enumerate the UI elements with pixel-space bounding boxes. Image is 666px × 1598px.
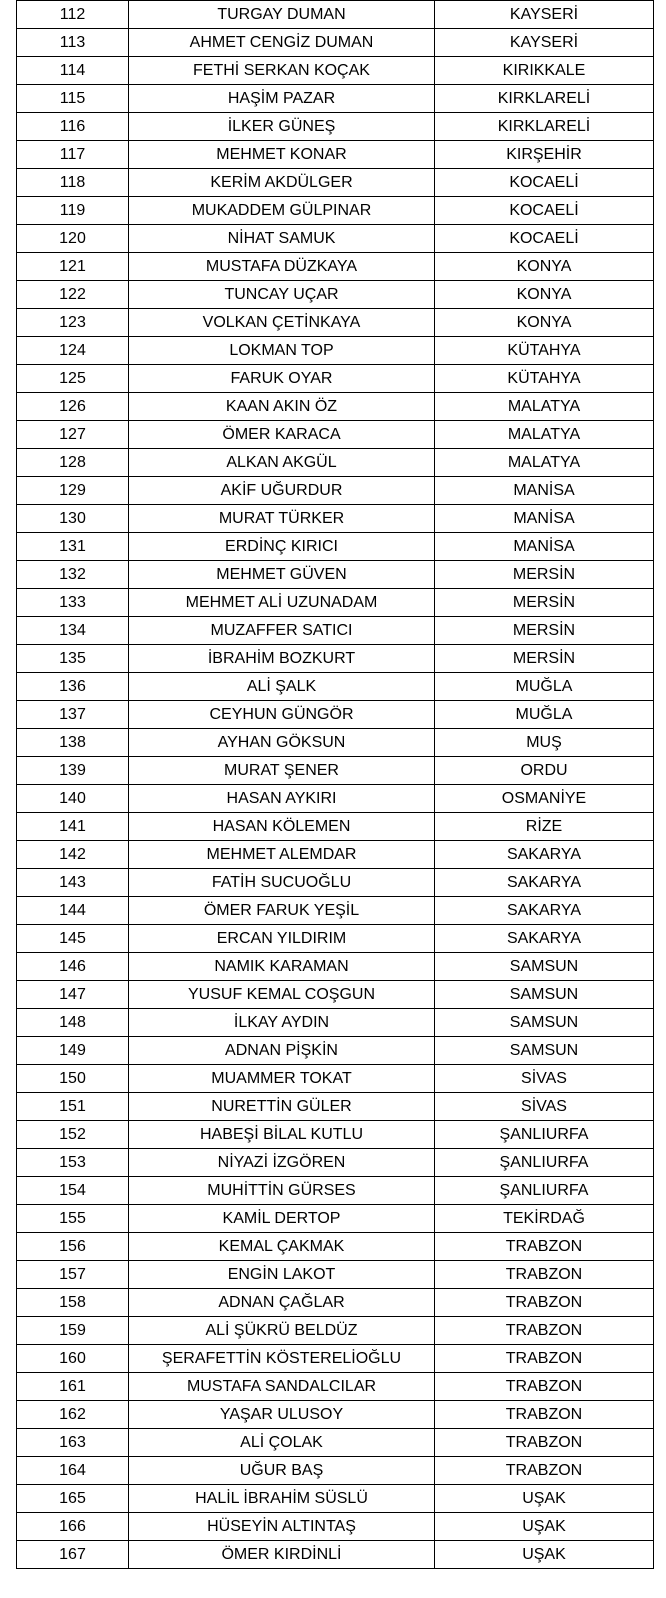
table-row	[17, 897, 654, 925]
name-cell: NURETTİN GÜLER	[129, 1093, 435, 1121]
city-cell: TRABZON	[435, 1429, 654, 1457]
name-cell: ADNAN PİŞKİN	[129, 1037, 435, 1065]
row-number-cell: 154	[17, 1177, 129, 1205]
name-cell: AYHAN GÖKSUN	[129, 729, 435, 757]
city-cell: MUĞLA	[435, 673, 654, 701]
row-number-cell: 116	[17, 113, 129, 141]
table-row	[17, 197, 654, 225]
city-cell: MALATYA	[435, 449, 654, 477]
row-number-cell: 163	[17, 1429, 129, 1457]
name-cell: VOLKAN ÇETİNKAYA	[129, 309, 435, 337]
name-cell: CEYHUN GÜNGÖR	[129, 701, 435, 729]
city-cell: SİVAS	[435, 1065, 654, 1093]
table-row	[17, 85, 654, 113]
city-cell: KAYSERİ	[435, 1, 654, 29]
row-number-cell: 124	[17, 337, 129, 365]
row-number-cell: 152	[17, 1121, 129, 1149]
row-number-cell: 142	[17, 841, 129, 869]
row-number-cell: 114	[17, 57, 129, 85]
city-cell: MUŞ	[435, 729, 654, 757]
row-number-cell: 118	[17, 169, 129, 197]
city-cell: TRABZON	[435, 1261, 654, 1289]
city-cell: TRABZON	[435, 1317, 654, 1345]
table-row	[17, 785, 654, 813]
city-cell: KIRŞEHİR	[435, 141, 654, 169]
city-cell: KONYA	[435, 309, 654, 337]
name-cell: LOKMAN TOP	[129, 337, 435, 365]
city-cell: KÜTAHYA	[435, 337, 654, 365]
name-cell: İLKER GÜNEŞ	[129, 113, 435, 141]
row-number-cell: 161	[17, 1373, 129, 1401]
table-row	[17, 29, 654, 57]
table-row	[17, 925, 654, 953]
name-cell: ALKAN AKGÜL	[129, 449, 435, 477]
table-row	[17, 1037, 654, 1065]
row-number-cell: 138	[17, 729, 129, 757]
name-cell: MURAT TÜRKER	[129, 505, 435, 533]
row-number-cell: 167	[17, 1541, 129, 1569]
name-cell: MUSTAFA SANDALCILAR	[129, 1373, 435, 1401]
row-number-cell: 112	[17, 1, 129, 29]
table-row	[17, 1149, 654, 1177]
row-number-cell: 157	[17, 1261, 129, 1289]
table-row	[17, 645, 654, 673]
row-number-cell: 115	[17, 85, 129, 113]
table-row	[17, 533, 654, 561]
city-cell: MALATYA	[435, 393, 654, 421]
row-number-cell: 129	[17, 477, 129, 505]
city-cell: SAKARYA	[435, 897, 654, 925]
row-number-cell: 144	[17, 897, 129, 925]
city-cell: UŞAK	[435, 1541, 654, 1569]
name-cell: ERDİNÇ KIRICI	[129, 533, 435, 561]
row-number-cell: 155	[17, 1205, 129, 1233]
table-row	[17, 701, 654, 729]
city-cell: MANİSA	[435, 533, 654, 561]
name-cell: FETHİ SERKAN KOÇAK	[129, 57, 435, 85]
city-cell: KIRKLARELİ	[435, 113, 654, 141]
row-number-cell: 166	[17, 1513, 129, 1541]
table-row	[17, 757, 654, 785]
table-row	[17, 309, 654, 337]
name-cell: KERİM AKDÜLGER	[129, 169, 435, 197]
table-row	[17, 225, 654, 253]
table-row	[17, 365, 654, 393]
name-cell: YAŞAR ULUSOY	[129, 1401, 435, 1429]
row-number-cell: 121	[17, 253, 129, 281]
row-number-cell: 133	[17, 589, 129, 617]
city-cell: TRABZON	[435, 1289, 654, 1317]
table-row	[17, 561, 654, 589]
row-number-cell: 158	[17, 1289, 129, 1317]
row-number-cell: 125	[17, 365, 129, 393]
name-cell: MEHMET KONAR	[129, 141, 435, 169]
name-cell: HAŞİM PAZAR	[129, 85, 435, 113]
row-number-cell: 146	[17, 953, 129, 981]
name-cell: ÖMER FARUK YEŞİL	[129, 897, 435, 925]
row-number-cell: 128	[17, 449, 129, 477]
row-number-cell: 143	[17, 869, 129, 897]
name-cell: ÖMER KIRDİNLİ	[129, 1541, 435, 1569]
row-number-cell: 148	[17, 1009, 129, 1037]
name-cell: HÜSEYİN ALTINTAŞ	[129, 1513, 435, 1541]
table-row	[17, 617, 654, 645]
city-cell: KOCAELİ	[435, 225, 654, 253]
row-number-cell: 153	[17, 1149, 129, 1177]
row-number-cell: 130	[17, 505, 129, 533]
city-cell: KÜTAHYA	[435, 365, 654, 393]
name-cell: HALİL İBRAHİM SÜSLÜ	[129, 1485, 435, 1513]
row-number-cell: 162	[17, 1401, 129, 1429]
table-row	[17, 1485, 654, 1513]
city-cell: TRABZON	[435, 1373, 654, 1401]
table-row	[17, 953, 654, 981]
table-row	[17, 1317, 654, 1345]
row-number-cell: 132	[17, 561, 129, 589]
city-cell: SAKARYA	[435, 841, 654, 869]
table-row	[17, 421, 654, 449]
city-cell: OSMANİYE	[435, 785, 654, 813]
city-cell: UŞAK	[435, 1485, 654, 1513]
name-cell: NİHAT SAMUK	[129, 225, 435, 253]
row-number-cell: 149	[17, 1037, 129, 1065]
name-cell: MUKADDEM GÜLPINAR	[129, 197, 435, 225]
name-cell: KAMİL DERTOP	[129, 1205, 435, 1233]
city-cell: KONYA	[435, 253, 654, 281]
row-number-cell: 117	[17, 141, 129, 169]
row-number-cell: 134	[17, 617, 129, 645]
table-row	[17, 1289, 654, 1317]
table-row	[17, 1457, 654, 1485]
table-row	[17, 169, 654, 197]
city-cell: MERSİN	[435, 589, 654, 617]
name-cell: İLKAY AYDIN	[129, 1009, 435, 1037]
city-cell: MERSİN	[435, 617, 654, 645]
row-number-cell: 160	[17, 1345, 129, 1373]
name-cell: KAAN AKIN ÖZ	[129, 393, 435, 421]
row-number-cell: 123	[17, 309, 129, 337]
city-cell: KIRIKKALE	[435, 57, 654, 85]
table-row	[17, 673, 654, 701]
city-cell: TRABZON	[435, 1233, 654, 1261]
city-cell: TRABZON	[435, 1345, 654, 1373]
name-cell: AHMET CENGİZ DUMAN	[129, 29, 435, 57]
name-cell: HASAN KÖLEMEN	[129, 813, 435, 841]
table-row	[17, 113, 654, 141]
city-cell: ŞANLIURFA	[435, 1149, 654, 1177]
row-number-cell: 147	[17, 981, 129, 1009]
table-row	[17, 1, 654, 29]
city-cell: RİZE	[435, 813, 654, 841]
name-cell: KEMAL ÇAKMAK	[129, 1233, 435, 1261]
table-row	[17, 1065, 654, 1093]
city-cell: MANİSA	[435, 477, 654, 505]
name-cell: TURGAY DUMAN	[129, 1, 435, 29]
row-number-cell: 127	[17, 421, 129, 449]
row-number-cell: 136	[17, 673, 129, 701]
table-row	[17, 1429, 654, 1457]
name-cell: HABEŞİ BİLAL KUTLU	[129, 1121, 435, 1149]
name-cell: MEHMET ALİ UZUNADAM	[129, 589, 435, 617]
roster-table-body	[17, 1, 654, 1569]
city-cell: TRABZON	[435, 1457, 654, 1485]
row-number-cell: 137	[17, 701, 129, 729]
row-number-cell: 113	[17, 29, 129, 57]
name-cell: FARUK OYAR	[129, 365, 435, 393]
row-number-cell: 156	[17, 1233, 129, 1261]
row-number-cell: 159	[17, 1317, 129, 1345]
city-cell: SAMSUN	[435, 1037, 654, 1065]
name-cell: MUAMMER TOKAT	[129, 1065, 435, 1093]
table-row	[17, 1373, 654, 1401]
name-cell: MUSTAFA DÜZKAYA	[129, 253, 435, 281]
row-number-cell: 164	[17, 1457, 129, 1485]
name-cell: ENGİN LAKOT	[129, 1261, 435, 1289]
table-row	[17, 253, 654, 281]
row-number-cell: 131	[17, 533, 129, 561]
name-cell: ŞERAFETTİN KÖSTERELİOĞLU	[129, 1345, 435, 1373]
row-number-cell: 135	[17, 645, 129, 673]
table-row	[17, 57, 654, 85]
table-row	[17, 1121, 654, 1149]
row-number-cell: 122	[17, 281, 129, 309]
table-row	[17, 505, 654, 533]
row-number-cell: 150	[17, 1065, 129, 1093]
name-cell: HASAN AYKIRI	[129, 785, 435, 813]
name-cell: ALİ ŞÜKRÜ BELDÜZ	[129, 1317, 435, 1345]
table-row	[17, 1233, 654, 1261]
city-cell: MUĞLA	[435, 701, 654, 729]
city-cell: ŞANLIURFA	[435, 1121, 654, 1149]
row-number-cell: 145	[17, 925, 129, 953]
name-cell: ÖMER KARACA	[129, 421, 435, 449]
table-row	[17, 729, 654, 757]
table-row	[17, 841, 654, 869]
city-cell: KONYA	[435, 281, 654, 309]
table-row	[17, 141, 654, 169]
city-cell: MERSİN	[435, 645, 654, 673]
row-number-cell: 141	[17, 813, 129, 841]
name-cell: TUNCAY UÇAR	[129, 281, 435, 309]
name-cell: ERCAN YILDIRIM	[129, 925, 435, 953]
city-cell: TEKİRDAĞ	[435, 1205, 654, 1233]
table-row	[17, 1513, 654, 1541]
name-cell: AKİF UĞURDUR	[129, 477, 435, 505]
table-row	[17, 1177, 654, 1205]
city-cell: KAYSERİ	[435, 29, 654, 57]
city-cell: KOCAELİ	[435, 169, 654, 197]
name-cell: MUHİTTİN GÜRSES	[129, 1177, 435, 1205]
table-row	[17, 1009, 654, 1037]
city-cell: ŞANLIURFA	[435, 1177, 654, 1205]
table-row	[17, 477, 654, 505]
table-row	[17, 981, 654, 1009]
row-number-cell: 165	[17, 1485, 129, 1513]
table-row	[17, 1541, 654, 1569]
name-cell: ALİ ÇOLAK	[129, 1429, 435, 1457]
name-cell: ALİ ŞALK	[129, 673, 435, 701]
city-cell: SAMSUN	[435, 981, 654, 1009]
table-row	[17, 1205, 654, 1233]
city-cell: SAKARYA	[435, 869, 654, 897]
name-cell: UĞUR BAŞ	[129, 1457, 435, 1485]
name-cell: FATİH SUCUOĞLU	[129, 869, 435, 897]
table-row	[17, 589, 654, 617]
name-cell: İBRAHİM BOZKURT	[129, 645, 435, 673]
row-number-cell: 126	[17, 393, 129, 421]
row-number-cell: 151	[17, 1093, 129, 1121]
city-cell: MALATYA	[435, 421, 654, 449]
name-cell: MEHMET ALEMDAR	[129, 841, 435, 869]
table-row	[17, 1345, 654, 1373]
table-row	[17, 813, 654, 841]
name-cell: YUSUF KEMAL COŞGUN	[129, 981, 435, 1009]
name-cell: MEHMET GÜVEN	[129, 561, 435, 589]
city-cell: KOCAELİ	[435, 197, 654, 225]
table-row	[17, 281, 654, 309]
city-cell: MERSİN	[435, 561, 654, 589]
table-row	[17, 449, 654, 477]
city-cell: ORDU	[435, 757, 654, 785]
row-number-cell: 120	[17, 225, 129, 253]
table-row	[17, 1261, 654, 1289]
row-number-cell: 140	[17, 785, 129, 813]
name-cell: NİYAZİ İZGÖREN	[129, 1149, 435, 1177]
table-row	[17, 393, 654, 421]
city-cell: SAKARYA	[435, 925, 654, 953]
city-cell: UŞAK	[435, 1513, 654, 1541]
table-row	[17, 1093, 654, 1121]
city-cell: MANİSA	[435, 505, 654, 533]
roster-table	[16, 0, 654, 1569]
city-cell: SAMSUN	[435, 1009, 654, 1037]
name-cell: MUZAFFER SATICI	[129, 617, 435, 645]
table-row	[17, 1401, 654, 1429]
name-cell: NAMIK KARAMAN	[129, 953, 435, 981]
table-row	[17, 337, 654, 365]
row-number-cell: 119	[17, 197, 129, 225]
table-row	[17, 869, 654, 897]
row-number-cell: 139	[17, 757, 129, 785]
city-cell: KIRKLARELİ	[435, 85, 654, 113]
city-cell: TRABZON	[435, 1401, 654, 1429]
name-cell: ADNAN ÇAĞLAR	[129, 1289, 435, 1317]
city-cell: SAMSUN	[435, 953, 654, 981]
city-cell: SİVAS	[435, 1093, 654, 1121]
name-cell: MURAT ŞENER	[129, 757, 435, 785]
